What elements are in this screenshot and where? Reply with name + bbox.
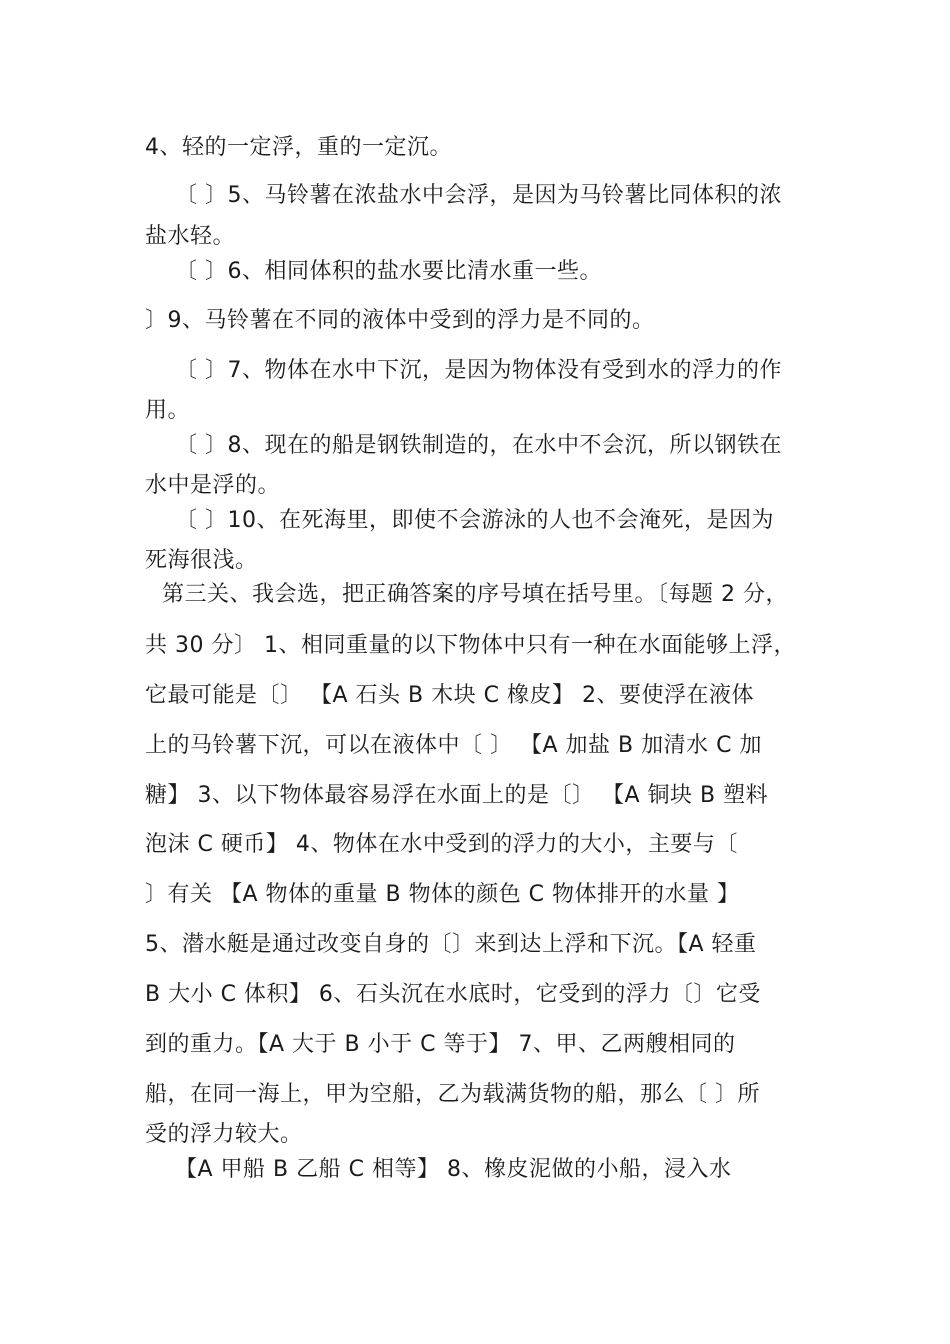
text-line: 糖】 3、以下物体最容易浮在水面上的是〔〕 【A 铜块 B 塑料 [145, 783, 769, 808]
text-line: 5、潜水艇是通过改变自身的〔〕来到达上浮和下沉。【A 轻重 [145, 932, 757, 957]
text-line: 用。 [145, 398, 191, 423]
text-line: 4、轻的一定浮，重的一定沉。 [145, 135, 452, 160]
text-line: 受的浮力较大。 [145, 1122, 303, 1147]
text-line: 泡沫 C 硬币】 4、物体在水中受到的浮力的大小，主要与〔 [145, 832, 738, 857]
text-line: 到的重力。【A 大于 B 小于 C 等于】 7、甲、乙两艘相同的 [145, 1032, 736, 1057]
text-line: 船，在同一海上，甲为空船，乙为载满货物的船，那么〔 〕所 [145, 1082, 760, 1107]
text-line: 它最可能是〔〕 【A 石头 B 木块 C 橡皮】 2、要使浮在液体 [145, 683, 754, 708]
text-line: 【A 甲船 B 乙船 C 相等】 8、橡皮泥做的小船，浸入水 [175, 1157, 732, 1182]
text-line: 〕有关 【A 物体的重量 B 物体的颜色 C 物体排开的水量 】 [145, 882, 740, 907]
section-heading: 第三关、我会选，把正确答案的序号填在括号里。〔每题 2 分， [162, 582, 788, 607]
text-line: 〔 〕6、相同体积的盐水要比清水重一些。 [175, 259, 602, 284]
text-line: 〔 〕8、现在的船是钢铁制造的，在水中不会沉，所以钢铁在 [175, 433, 782, 458]
text-line: 〔 〕10、在死海里，即使不会游泳的人也不会淹死，是因为 [175, 508, 774, 533]
text-line: 共 30 分〕 1、相同重量的以下物体中只有一种在水面能够上浮， [145, 633, 796, 658]
text-line: 〔 〕7、物体在水中下沉，是因为物体没有受到水的浮力的作 [175, 358, 782, 383]
text-line: B 大小 C 体积】 6、石头沉在水底时，它受到的浮力〔〕它受 [145, 982, 761, 1007]
text-line: 水中是浮的。 [145, 473, 281, 498]
text-line: 〔 〕5、马铃薯在浓盐水中会浮，是因为马铃薯比同体积的浓 [175, 183, 782, 208]
text-line: 盐水轻。 [145, 224, 236, 249]
text-line: 死海很浅。 [145, 548, 258, 573]
text-line: 〕9、马铃薯在不同的液体中受到的浮力是不同的。 [145, 308, 655, 333]
text-line: 上的马铃薯下沉，可以在液体中〔 〕 【A 加盐 B 加清水 C 加 [145, 733, 762, 758]
